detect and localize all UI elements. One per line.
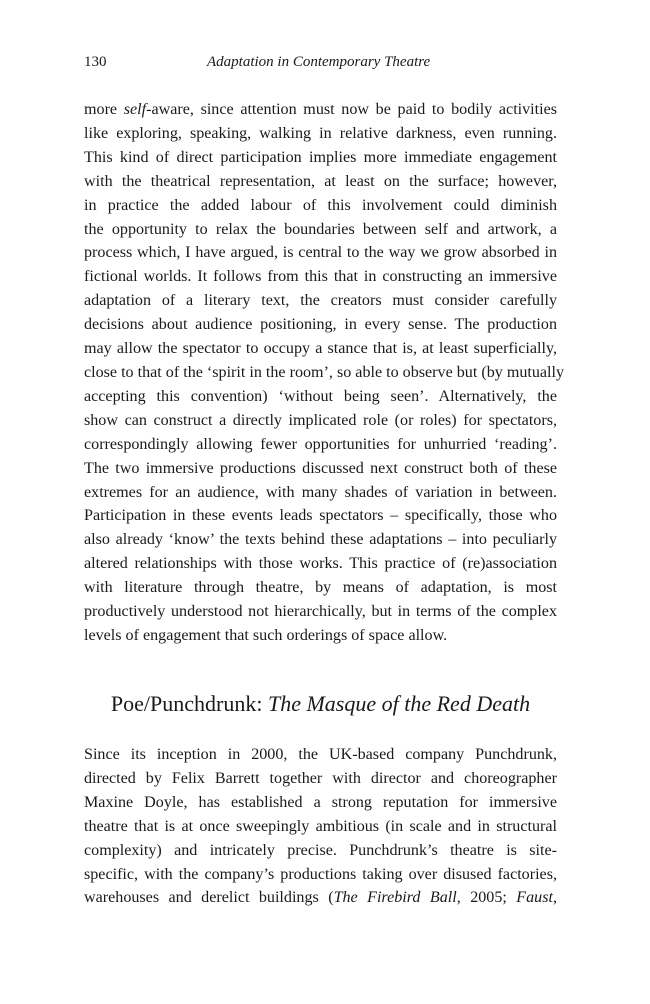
text-run: the opportunity to relax the boundaries between self and artwork, a (84, 220, 557, 238)
text-line (84, 385, 557, 409)
text-line (84, 98, 557, 122)
text-line (84, 146, 557, 170)
text-run: productively understood not hierarchically, but in terms of the complex (84, 603, 557, 621)
text-run: fictional worlds. It follows from this that in constructing an immersive (84, 268, 557, 286)
text-line (84, 265, 557, 289)
text-line (84, 791, 557, 815)
text-line (84, 886, 557, 910)
text-run: This kind of direct participation implies more immediate engagement (84, 148, 557, 166)
text-run: complexity) and intricately precise. Punchdrunk’s theatre is site- (84, 841, 557, 859)
text-run: close to that of the ‘spirit in the room’, so able to observe but (by mutually (84, 363, 565, 381)
running-title: Adaptation in Contemporary Theatre (207, 54, 431, 70)
text-run: altered relationships with those works. This practice of (re)association (84, 555, 557, 573)
text-run: Maxine Doyle, has established a strong reputation for immersive (84, 793, 557, 811)
text-line (84, 361, 565, 385)
text-run: may allow the spectator to occupy a stance that is, at least superficially, (84, 340, 557, 358)
italic-text: The Firebird Ball (333, 889, 457, 907)
text-line (84, 433, 557, 457)
text-line (84, 815, 557, 839)
page-number: 130 (84, 54, 107, 70)
text-run: process which, I have argued, is central to the way we grow absorbed in (84, 244, 557, 262)
text-run: directed by Felix Barrett together with director and choreographer (84, 769, 557, 787)
text-run: , 2005; (456, 889, 517, 907)
text-run: extremes for an audience, with many shades of variation in between. (84, 483, 557, 501)
body-paragraph-2 (84, 743, 557, 910)
text-line (84, 337, 557, 361)
text-run: with the theatrical representation, at least on the surface; however, (84, 172, 557, 190)
text-line (84, 218, 557, 242)
text-line (84, 767, 557, 791)
section-heading-title: The Masque of the Red Death (267, 691, 531, 716)
text-run: levels of engagement that such orderings of space allow. (84, 626, 448, 644)
text-run: specific, with the company’s productions taking over disused factories, (84, 865, 557, 883)
text-run: -aware, since attention must now be paid to bodily activities (146, 101, 558, 118)
text-run: like exploring, speaking, walking in relative darkness, even running. (84, 124, 557, 142)
body-paragraph-1 (84, 98, 565, 648)
text-run: Since its inception in 2000, the UK-based company Punchdrunk, (84, 746, 557, 763)
text-run: with literature through theatre, by means of adaptation, is most (84, 579, 557, 597)
text-line (84, 576, 557, 600)
italic-text: Faust (516, 889, 553, 907)
text-run: The two immersive productions discussed next construct both of these (84, 459, 557, 477)
text-run: more (84, 101, 124, 118)
text-run: correspondingly allowing fewer opportunities for unhurried ‘reading’. (84, 435, 557, 453)
text-run: accepting this convention) ‘without being seen’. Alternatively, the (84, 387, 557, 405)
text-line (84, 457, 557, 481)
text-run: decisions about audience positioning, in every sense. The production (84, 316, 557, 334)
text-line (84, 839, 557, 863)
text-line (84, 194, 557, 218)
text-line (84, 624, 557, 648)
text-run: warehouses and derelict buildings ( (84, 889, 334, 907)
text-line (84, 481, 557, 505)
text-run: theatre that is at once sweepingly ambitious (in scale and in structural (84, 817, 557, 835)
text-line (84, 122, 557, 146)
text-line (84, 409, 557, 433)
text-line (84, 743, 557, 767)
italic-text: self (123, 101, 147, 118)
text-run: in practice the added labour of this involvement could diminish (84, 196, 557, 214)
text-run: show can construct a directly implicated role (or roles) for spectators, (84, 411, 557, 429)
text-line (84, 289, 557, 313)
text-line (84, 528, 557, 552)
text-line (84, 600, 557, 624)
text-line (84, 504, 557, 528)
text-run: also already ‘know’ the texts behind these adaptations – into peculiarly (84, 531, 557, 549)
text-line (84, 552, 557, 576)
page-header (84, 50, 557, 74)
text-run: adaptation of a literary text, the creators must consider carefully (84, 292, 557, 310)
text-run: , (552, 889, 557, 907)
text-line (84, 863, 557, 887)
text-line (84, 170, 557, 194)
section-heading-text: Poe/Punchdrunk: (110, 691, 268, 716)
text-run: Participation in these events leads spectators – specifically, those who (84, 507, 557, 525)
text-line (84, 241, 557, 265)
section-heading (84, 689, 557, 719)
text-line (84, 313, 557, 337)
